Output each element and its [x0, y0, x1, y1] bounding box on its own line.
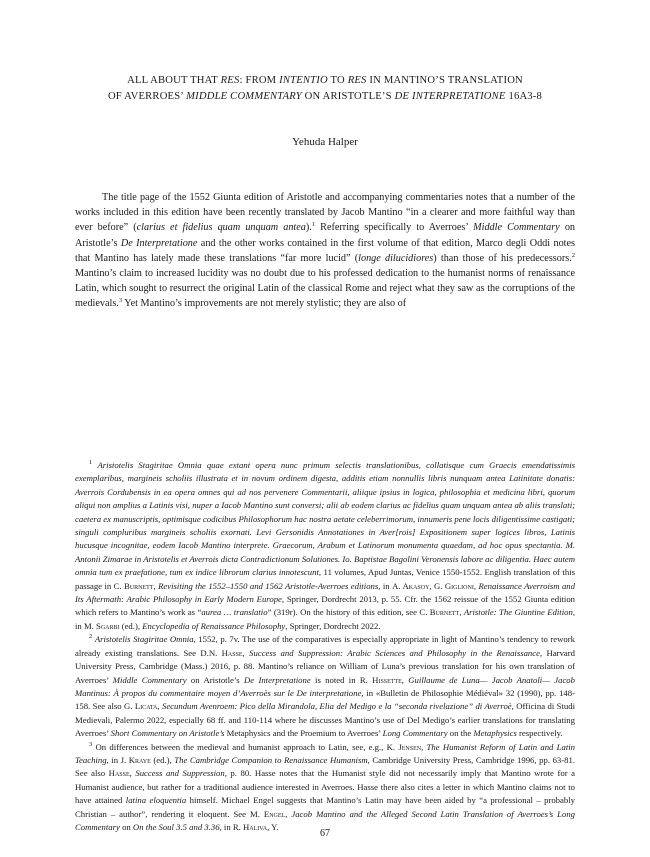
footnotes — [75, 459, 575, 834]
article-title — [30, 73, 620, 105]
footnote-ref-3[interactable]: 3 — [118, 297, 123, 305]
title-line-1: ALL ABOUT THAT RES: FROM INTENTIO TO RES IN MANTINO’S TRANSLATION — [127, 75, 523, 86]
author-name: Yehuda Halper — [292, 136, 358, 148]
footnote-number: 2 — [89, 633, 93, 641]
page-number: 67 — [320, 828, 330, 839]
main-text — [75, 190, 575, 312]
footnote-ref-1[interactable]: 1 — [311, 221, 316, 229]
footnote-2: $^2$ Aristotelis Stagiritae Omnia, 1552, p. 7v. The use of the comparatives is especially appropriate in light of Mantino’s tendency to rework already existing translations. See D.N. Hasse, Success and Suppression: Arabic Sciences and Philosophy in the Renaissance, Harvard University Press, Cambridge (Mass.) 2016, p. 88. Mantino’s reliance on William of Luna’s previous translation for his own translation of Averroes’ Middle Commentary on Aristotle’s De Interpretatione is noted in R. Hissette, Guillaume de Luna— Jacob Anatoli— Jacob Mantinus: À propos du commentaire moyen d’Averroès sur le De interpretatione, in «Bulletin de Philosophie Médiéval» 32 (1990), pp. 148-158. See also G. Licata, Secundum Avenroem: Pico della Mirandola, Elia del Medigo e la “seconda rivelazione” di Averroè, Officina di Studi Medievali, Palermo 2022, especially 68 ff. and 110-114 where he discusses Mantino’s use of Del Medigo’s earlier translations for translating Averroes’ Short Commentary on Aristotle’s Metaphysics and the Proemium to Averroes’ Long Commentary on the Metaphysics respectively. — [75, 633, 576, 739]
footnote-3: $^3$ On differences between the medieval and humanist approach to Latin, see, e.g., K. Jensen, The Humanist Reform of Latin and Latin Teaching, in J. Kraye (ed.), The Cambridge Companion to Renaissance Humanism, Cambridge University Press, Cambridge 1996, pp. 63-81. See also Hasse, Success and Suppression, p. 80. Hasse notes that the Humanist style did not necessarily imply that Mantino wrote for a Humanist audience, but rather for a traditional audience interested in Averroes. Hasse there also cites a letter in which Mantino claims not to have attained latina eloquentia himself. Michael Engel suggests that Mantino’s Latin may have been aided by “a professional – probably Christian – author”, rendering it eloquent. See M. Engel, Jacob Mantino and the Alleged Second Latin Translation of Averroes’s Long Commentary on On the Soul 3.5 and 3.36, in R. Haliva, Y. — [75, 740, 576, 832]
body-paragraph: The title page of the 1552 Giunta edition of Aristotle and accompanying commentaries notes that a number of the works included in this edition have been recently translated by Jacob Mantino “in a clearer and more faithful way than ever before” (clarius et fidelius quam unquam antea).$^1$ Referring specifically to Averroes’ Middle Commentary on Aristotle’s De Interpretatione and the other works contained in the first volume of that edition, Marco degli Oddi notes that Mantino has lately made these translations “far more lucid” (longe dilucidiores) than those of his predecessors.$^2$ Mantino’s claim to increased lucidity was no doubt due to his professed dedication to the humanist norms of renaissance Latin, which sought to resurrect the original Latin of the classical Rome and reject what they saw as the corruptions of the medievals.$^3$ Yet Mantino’s improvements are not merely stylistic; they are also of — [75, 192, 575, 310]
footnote-number: 3 — [89, 740, 93, 748]
footnote-1: $^1$ Aristotelis Stagiritae Omnia quae extant opera nunc primum selectis translationibus, collatisque cum Graecis emendatissimis exemplaribus, margineis scholiis illustrata et in novum ordinem digesta, additis etiam nonnullis libris nunquam antea Latinitate donatis: Averrois Cordubensis in ea opera omnes qui ad nos pervenere Commentarii, aliique ipsius in logica, philosophia et medicina libri, quorum aliqui non amplius a Latinis visi, nuper a Iacob Mantino sunt conversi; alii ab eodem clarius ac fidelius quam unquam antea ab aliis translati; caetera ex manuscriptis, optimisque codicibus Philosophorum hac nostra aetate celeberrimorum, innumeris pene locis diligentissime castigati; singuli compluribus margineis scholiis exornati. Levi Gersonidis Annotationes in Aver[rois] Expositionem super logices libros, Latinis hucusque incognitae, eodem Iacob Mantino interprete. Graecorum, Arabum et Latinorum monumenta quaedam, ad hoc opus spectantia. M. Antonii Zimarae in Aristotelis et Averrois dicta Contradictionum Solutiones. Io. Baptistae Bagolini Veronensis labore ac diligentia. Haec autem omnia tum ex praefatione, tum ex indice librorum clarius innotescunt, 11 volumes, Apud Juntas, Venice 1550-1552. English translation of this passage in C. Burnett, Revisiting the 1552–1550 and 1562 Aristotle-Averroes editions, in A. Akasoy, G. Giglioni, Renaissance Averroism and Its Aftermath: Arabic Philosophy in Early Modern Europe, Springer, Dordrecht 2013, p. 55. Cfr. the 1562 reissue of the 1552 Giunta edition which refers to Mantino’s work as “aurea … translatio” (319r). On the history of this edition, see C. Burnett, Aristotle: The Giuntine Edition, in M. Sgarbi (ed.), Encyclopedia of Renaissance Philosophy, Springer, Dordrecht 2022. — [75, 459, 576, 631]
footnote-ref-2[interactable]: 2 — [571, 251, 575, 259]
footnote-number: 1 — [89, 459, 93, 466]
title-line-2: OF AVERROES’ MIDDLE COMMENTARY ON ARISTOTLE’S DE INTERPRETATIONE 16A3-8 — [107, 91, 543, 102]
